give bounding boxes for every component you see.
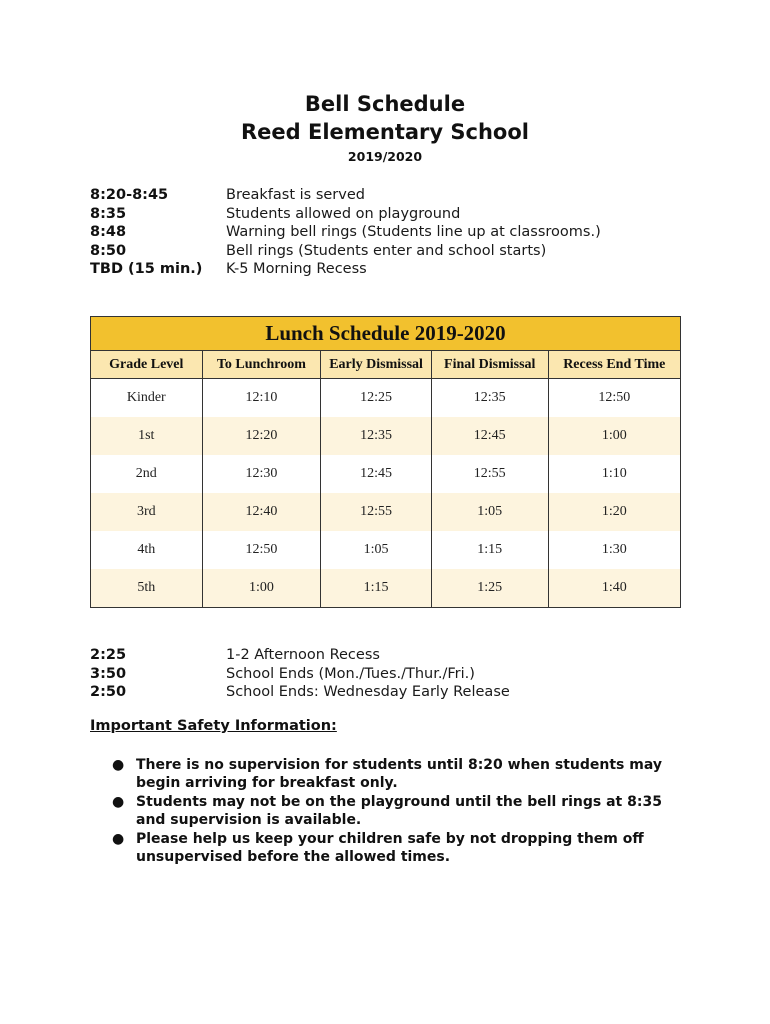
schedule-row <box>90 665 510 684</box>
table-cell: 1:20 <box>548 493 680 531</box>
table-row <box>91 531 681 569</box>
table-row <box>91 379 681 418</box>
table-cell: 1:15 <box>431 531 548 569</box>
table-cell: 1:30 <box>548 531 680 569</box>
table-cell: 1:05 <box>431 493 548 531</box>
schedule-event: Students allowed on playground <box>226 205 461 222</box>
table-row <box>91 493 681 531</box>
table-cell: 12:40 <box>202 493 321 531</box>
table-cell: 1:15 <box>321 569 432 608</box>
schedule-time: 8:35 <box>90 205 127 222</box>
schedule-time: 8:20-8:45 <box>90 187 169 203</box>
table-cell: Kinder <box>91 379 203 418</box>
safety-heading: Important Safety Information: <box>90 718 337 734</box>
schedule-time: 8:50 <box>90 242 127 259</box>
safety-text: There is no supervision for students until 8:20 when students may begin arriving for breakfast only. <box>136 757 662 792</box>
schedule-time: 2:50 <box>90 684 127 700</box>
table-cell: 1:25 <box>431 569 548 608</box>
schedule-time: 3:50 <box>90 665 127 682</box>
schedule-event: School Ends (Mon./Tues./Thur./Fri.) <box>226 665 475 682</box>
table-cell: 5th <box>91 569 203 608</box>
table-row <box>91 417 681 455</box>
page-title: Bell Schedule <box>304 92 466 116</box>
lunch-table-title: Lunch Schedule 2019-2020 <box>91 317 681 351</box>
table-cell: 12:20 <box>202 417 321 455</box>
bullet-icon: ● <box>112 793 125 810</box>
table-cell: 1:40 <box>548 569 680 608</box>
table-cell: 2nd <box>91 455 203 493</box>
column-header: Recess End Time <box>548 351 680 379</box>
schedule-row <box>90 683 510 702</box>
table-cell: 1:00 <box>202 569 321 608</box>
table-cell: 12:25 <box>321 379 432 418</box>
column-header: Final Dismissal <box>431 351 548 379</box>
list-item <box>108 756 688 793</box>
bullet-icon: ● <box>112 757 125 773</box>
table-cell: 3rd <box>91 493 203 531</box>
schedule-event: Breakfast is served <box>226 187 365 203</box>
school-name: Reed Elementary School <box>240 120 529 144</box>
column-header: To Lunchroom <box>202 351 321 379</box>
schedule-row <box>90 186 601 205</box>
schedule-event: 1-2 Afternoon Recess <box>226 647 380 663</box>
safety-text: Please help us keep your children safe by not dropping them off unsupervised before the allowed times. <box>136 830 644 866</box>
bullet-icon: ● <box>112 830 125 847</box>
table-cell: 12:35 <box>321 417 432 455</box>
column-header: Grade Level <box>91 351 203 379</box>
school-year: 2019/2020 <box>347 149 423 164</box>
safety-text: Students may not be on the playground until the bell rings at 8:35 and supervision is available. <box>136 793 662 829</box>
morning-schedule <box>90 186 601 279</box>
list-item <box>108 793 688 830</box>
schedule-event: Warning bell rings (Students line up at classrooms.) <box>226 224 601 240</box>
schedule-row <box>90 223 601 242</box>
table-cell: 12:55 <box>321 493 432 531</box>
table-cell: 4th <box>91 531 203 569</box>
schedule-row <box>90 242 601 261</box>
table-cell: 1:05 <box>321 531 432 569</box>
table-cell: 12:30 <box>202 455 321 493</box>
table-cell: 1st <box>91 417 203 455</box>
schedule-event: K-5 Morning Recess <box>226 261 367 277</box>
table-cell: 12:50 <box>548 379 680 418</box>
table-cell: 12:35 <box>431 379 548 418</box>
schedule-time: 8:48 <box>90 224 127 240</box>
table-cell: 1:10 <box>548 455 680 493</box>
schedule-row <box>90 260 601 279</box>
afternoon-schedule <box>90 646 510 702</box>
table-cell: 12:50 <box>202 531 321 569</box>
table-cell: 12:45 <box>431 417 548 455</box>
schedule-event: School Ends: Wednesday Early Release <box>226 684 510 700</box>
schedule-row <box>90 205 601 224</box>
schedule-event: Bell rings (Students enter and school starts) <box>226 242 547 259</box>
table-row <box>91 455 681 493</box>
table-cell: 12:10 <box>202 379 321 418</box>
table-cell: 1:00 <box>548 417 680 455</box>
column-header: Early Dismissal <box>321 351 432 379</box>
schedule-row <box>90 646 510 665</box>
safety-list <box>108 756 688 866</box>
table-cell: 12:55 <box>431 455 548 493</box>
lunch-schedule-table <box>90 316 681 608</box>
table-row <box>91 569 681 608</box>
table-cell: 12:45 <box>321 455 432 493</box>
schedule-time: 2:25 <box>90 647 127 663</box>
schedule-time: TBD (15 min.) <box>90 261 203 277</box>
list-item <box>108 830 688 867</box>
